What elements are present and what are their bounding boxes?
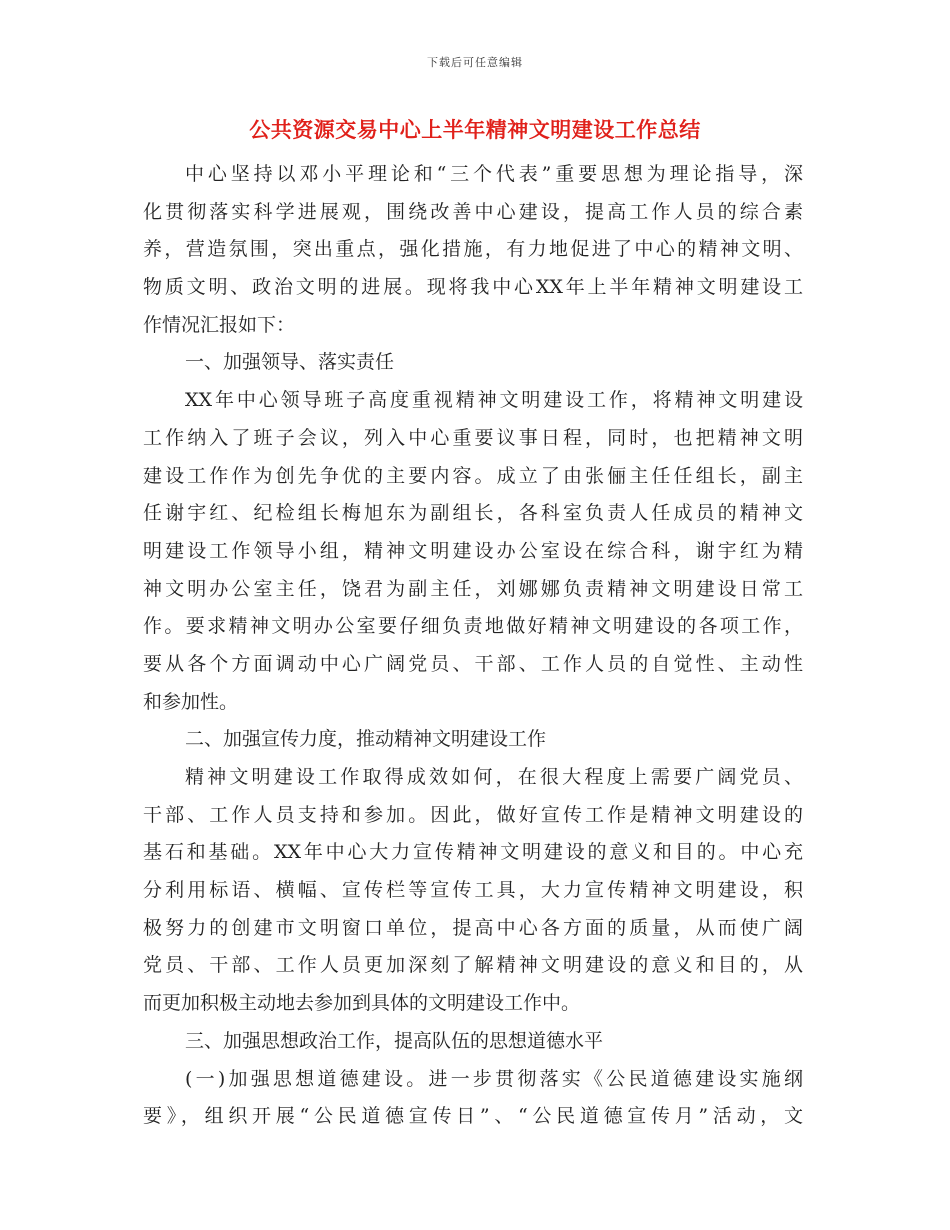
paragraph-line: 极努力的创建市文明窗口单位，提高中心各方面的质量，从而使广阔 [143, 916, 803, 939]
document-title: 公共资源交易中心上半年精神文明建设工作总结 [249, 117, 701, 142]
paragraph-line: 养，营造氛围，突出重点，强化措施，有力地促进了中心的精神文明、 [143, 238, 803, 261]
paragraph-line: 任谢宇红、纪检组长梅旭东为副组长，各科室负责人任成员的精神文 [143, 502, 803, 525]
paragraph-line: 分利用标语、横幅、宣传栏等宣传工具，大力宣传精神文明建设，积 [143, 879, 803, 902]
paragraph-line: 和参加性。 [143, 690, 239, 713]
section-heading: 三、加强思想政治工作，提高队伍的思想道德水平 [185, 1029, 604, 1052]
paragraph-line: 要从各个方面调动中心广阔党员、干部、工作人员的自觉性、主动性 [143, 652, 803, 675]
paragraph-line: 明建设工作领导小组，精神文明建设办公室设在综合科，谢宇红为精 [143, 539, 803, 562]
paragraph-line: 中心坚持以邓小平理论和“三个代表”重要思想为理论指导，深 [185, 163, 803, 185]
paragraph-line: 要》，组织开展“公民道德宣传日”、“公民道德宣传月”活动，文 [143, 1105, 803, 1128]
paragraph-line: 化贯彻落实科学进展观，围绕改善中心建设，提高工作人员的综合素 [143, 200, 803, 223]
paragraph-line: 作。要求精神文明办公室要仔细负责地做好精神文明建设的各项工作， [143, 615, 803, 638]
header-note: 下载后可任意编辑 [427, 56, 523, 69]
section-heading: 一、加强领导、落实责任 [185, 351, 395, 374]
paragraph-line: 物质文明、政治文明的进展。现将我中心XX年上半年精神文明建设工 [143, 276, 803, 299]
paragraph-line: 而更加积极主动地去参加到具体的文明建设工作中。 [143, 992, 581, 1015]
document-body [143, 156, 803, 1136]
paragraph-line: 基石和基础。XX年中心大力宣传精神文明建设的意义和目的。中心充 [143, 841, 803, 864]
paragraph-line: XX年中心领导班子高度重视精神文明建设工作，将精神文明建设 [185, 389, 803, 412]
paragraph-line: 作情况汇报如下： [143, 313, 296, 336]
paragraph-line: 建设工作作为创先争优的主要内容。成立了由张俪主任任组长，副主 [143, 464, 803, 487]
paragraph-line: (一)加强思想道德建设。进一步贯彻落实《公民道德建设实施纲 [185, 1067, 803, 1090]
paragraph-line: 精神文明建设工作取得成效如何，在很大程度上需要广阔党员、 [185, 766, 803, 788]
paragraph-line: 干部、工作人员支持和参加。因此，做好宣传工作是精神文明建设的 [143, 803, 803, 826]
paragraph-line: 神文明办公室主任，饶君为副主任，刘娜娜负责精神文明建设日常工 [143, 577, 803, 600]
paragraph-line: 党员、干部、工作人员更加深刻了解精神文明建设的意义和目的，从 [143, 954, 803, 977]
paragraph-line: 工作纳入了班子会议，列入中心重要议事日程，同时，也把精神文明 [143, 426, 803, 449]
section-heading: 二、加强宣传力度，推动精神文明建设工作 [185, 728, 547, 751]
